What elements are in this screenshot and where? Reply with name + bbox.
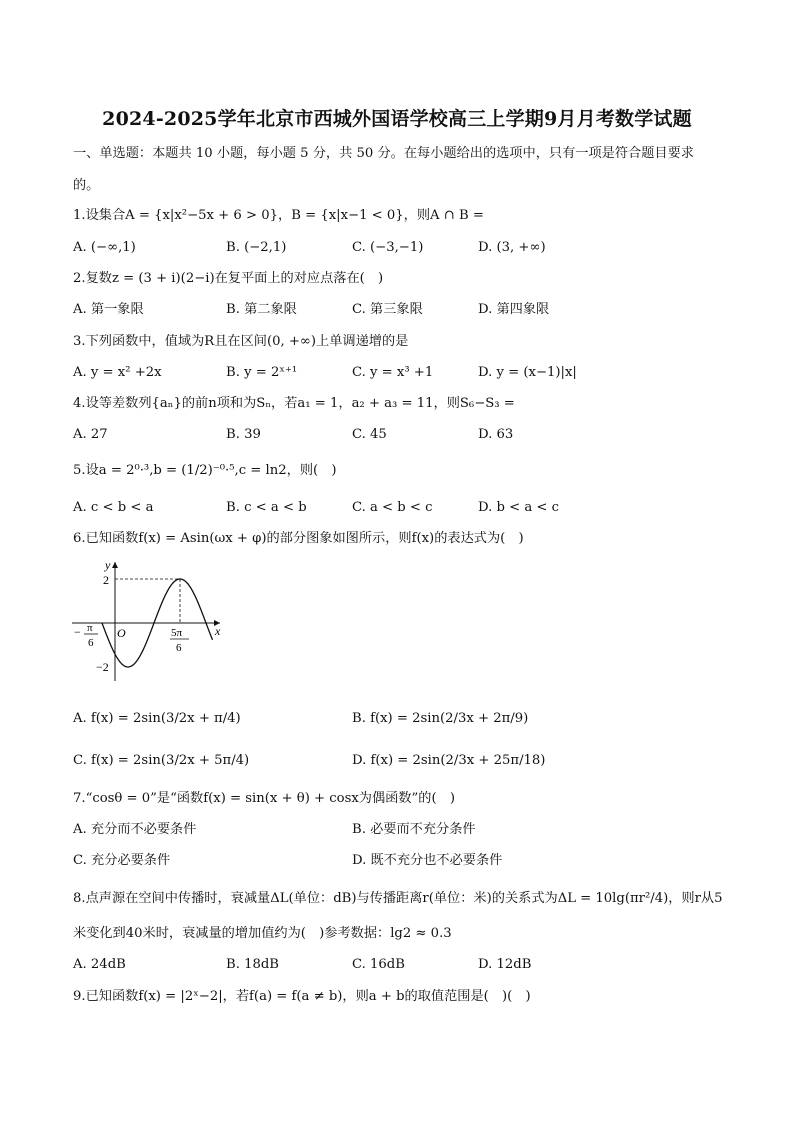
question-7-option-b: B. 必要而不充分条件 bbox=[352, 822, 476, 837]
x-tick-left-num: π bbox=[87, 622, 93, 634]
question-2-option-d: D. 第四象限 bbox=[478, 302, 550, 317]
question-1-stem: 1.设集合A = {x|x²−5x + 6 > 0}，B = {x|x−1 < 0}，则A ∩ B = bbox=[73, 208, 484, 223]
question-6-option-c: C. f(x) = 2sin(3/2x + 5π/4) bbox=[73, 753, 250, 768]
question-1-option-c: C. (−3,−1) bbox=[352, 240, 424, 255]
question-3-option-c: C. y = x³ +1 bbox=[352, 365, 434, 380]
question-3-stem: 3.下列函数中，值域为R且在区间(0, +∞)上单调递增的是 bbox=[73, 334, 409, 349]
question-8-option-b: B. 18dB bbox=[226, 957, 279, 972]
y-tick-max: 2 bbox=[103, 573, 109, 587]
x-axis-label: x bbox=[215, 624, 221, 638]
question-1-option-d: D. (3, +∞) bbox=[478, 240, 546, 255]
question-7-option-c: C. 充分必要条件 bbox=[73, 853, 171, 868]
question-6-option-d: D. f(x) = 2sin(2/3x + 25π/18) bbox=[352, 753, 546, 768]
x-tick-left-sign: − bbox=[74, 625, 81, 639]
question-7-stem: 7.“cosθ = 0”是“函数f(x) = sin(x + θ) + cosx为偶函数”的( ) bbox=[73, 791, 455, 806]
question-4-stem: 4.设等差数列{aₙ}的前n项和为Sₙ，若a₁ = 1，a₂ + a₃ = 11，则S₆−S₃ = bbox=[73, 396, 515, 411]
question-8-option-d: D. 12dB bbox=[478, 957, 532, 972]
question-5-option-c: C. a < b < c bbox=[352, 500, 433, 515]
question-2-option-c: C. 第三象限 bbox=[352, 302, 423, 317]
question-5-option-d: D. b < a < c bbox=[478, 500, 560, 515]
question-8-stem: 8.点声源在空间中传播时，衰减量ΔL(单位：dB)与传播距离r(单位：米)的关系式为ΔL = 10lg(πr²/4)，则r从5 bbox=[73, 891, 723, 906]
x-tick-left-den: 6 bbox=[88, 637, 94, 649]
question-6-stem: 6.已知函数f(x) = Asin(ωx + φ)的部分图象如图所示，则f(x)的表达式为( ) bbox=[73, 531, 524, 546]
question-4-option-d: D. 63 bbox=[478, 427, 514, 442]
question-6-option-b: B. f(x) = 2sin(2/3x + 2π/9) bbox=[352, 711, 529, 726]
origin-label: O bbox=[117, 626, 126, 640]
question-4-option-a: A. 27 bbox=[73, 427, 108, 442]
question-7-option-a: A. 充分而不必要条件 bbox=[73, 822, 197, 837]
x-tick-right-den: 6 bbox=[176, 642, 182, 654]
question-2-option-a: A. 第一象限 bbox=[73, 302, 144, 317]
question-2-option-b: B. 第二象限 bbox=[226, 302, 297, 317]
question-8-option-a: A. 24dB bbox=[73, 957, 126, 972]
question-8-option-c: C. 16dB bbox=[352, 957, 405, 972]
question-5-stem: 5.设a = 2⁰·³,b = (1/2)⁻⁰·⁵,c = ln2，则( ) bbox=[73, 463, 337, 478]
question-4-option-c: C. 45 bbox=[352, 427, 387, 442]
page-title: 2024-2025学年北京市西城外国语学校高三上学期9月月考数学试题 bbox=[102, 108, 692, 130]
section-heading-line2: 的。 bbox=[73, 178, 100, 193]
question-7-option-d: D. 既不充分也不必要条件 bbox=[352, 853, 503, 868]
question-9-stem: 9.已知函数f(x) = |2ˣ−2|，若f(a) = f(a ≠ b)，则a + b的取值范围是( )( ) bbox=[73, 989, 531, 1004]
question-3-option-a: A. y = x² +2x bbox=[73, 365, 162, 380]
question-1-option-a: A. (−∞,1) bbox=[73, 240, 136, 255]
question-3-option-b: B. y = 2ˣ⁺¹ bbox=[226, 365, 298, 380]
y-tick-min: −2 bbox=[96, 660, 109, 674]
question-3-option-d: D. y = (x−1)|x| bbox=[478, 365, 577, 380]
question-8-stem-line2: 米变化到40米时，衰减量的增加值约为( )参考数据：lg2 ≈ 0.3 bbox=[73, 926, 452, 941]
question-5-option-a: A. c < b < a bbox=[73, 500, 154, 515]
question-4-option-b: B. 39 bbox=[226, 427, 261, 442]
question-2-stem: 2.复数z = (3 + i)(2−i)在复平面上的对应点落在( ) bbox=[73, 271, 384, 286]
question-1-option-b: B. (−2,1) bbox=[226, 240, 287, 255]
question-6-option-a: A. f(x) = 2sin(3/2x + π/4) bbox=[73, 711, 241, 726]
function-graph bbox=[70, 556, 240, 686]
x-tick-right-num: 5π bbox=[171, 627, 183, 639]
question-5-option-b: B. c < a < b bbox=[226, 500, 307, 515]
section-heading-line1: 一、单选题：本题共 10 小题，每小题 5 分，共 50 分。在每小题给出的选项中，只有一项是符合题目要求 bbox=[73, 146, 694, 161]
y-axis-label: y bbox=[105, 558, 111, 572]
